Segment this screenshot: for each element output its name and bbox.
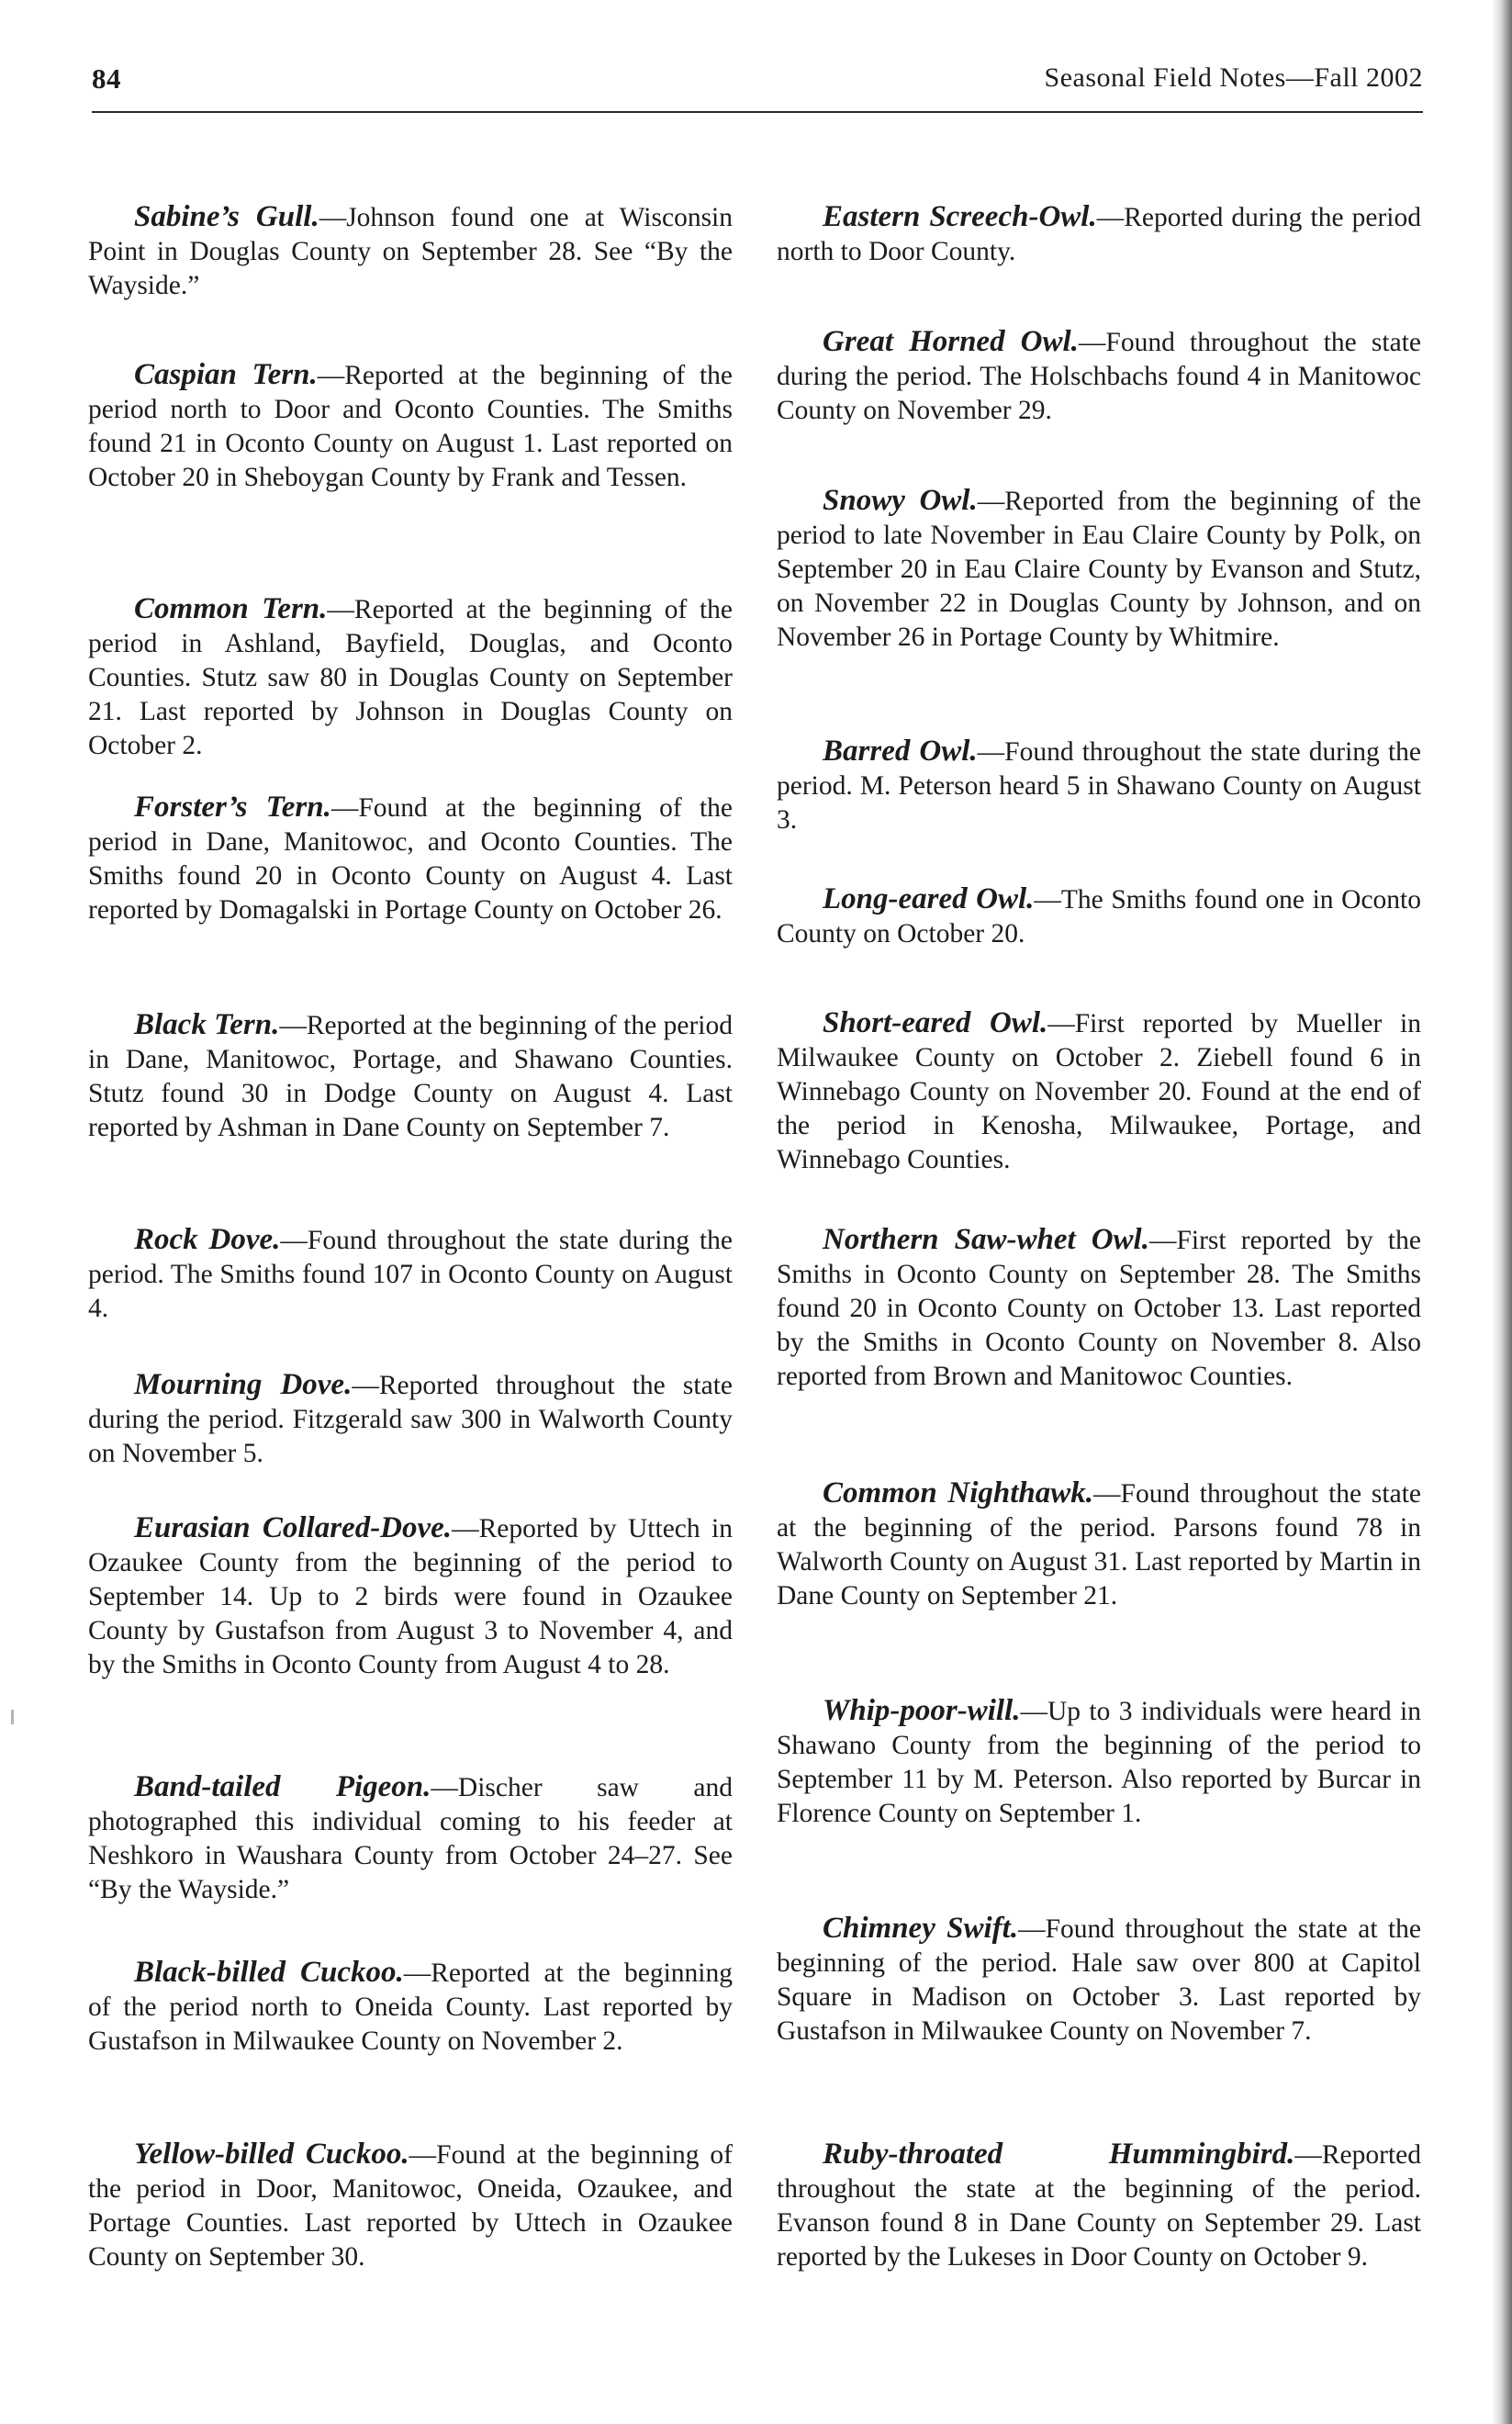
species-entry-barred-owl [777, 735, 1421, 837]
species-name: Ruby-throated Hummingbird. [823, 2138, 1295, 2171]
species-entry-yellow-billed-cuckoo [88, 2138, 733, 2274]
species-entry-great-horned-owl [777, 325, 1421, 428]
species-entry-common-nighthawk [777, 1476, 1421, 1613]
species-account: —Reported at the beginning of the period north to Door and Oconto Counties. The Smiths found 21 in Oconto County on August 1. Last reported on October 20 in Sheboygan County by Frank and Tessen. [88, 361, 733, 492]
species-name: Long-eared Owl. [823, 882, 1035, 915]
species-entry-long-eared-owl [777, 882, 1421, 951]
species-name: Great Horned Owl. [823, 325, 1079, 358]
species-account: —Reported at the beginning of the period in Dane, Manitowoc, Portage, and Shawano Counties. Stutz found 30 in Dodge County on August 4. Last reported by Ashman in Dane County on September 7. [88, 1011, 733, 1142]
scan-speck [11, 1710, 14, 1724]
species-name: Whip-poor-will. [823, 1694, 1021, 1727]
species-entry-short-eared-owl [777, 1006, 1421, 1177]
species-entry-black-billed-cuckoo [88, 1956, 733, 2059]
species-name: Short-eared Owl. [823, 1006, 1048, 1039]
running-head [92, 62, 1423, 108]
species-entry-eurasian-collared-dove [88, 1511, 733, 1682]
species-account: —First reported by the Smiths in Oconto County on September 28. The Smiths found 20 in Oconto County on October 13. Last reported by the Smiths in Oconto County on November 8. Also reported from Brown and Manitowoc Counties. [777, 1226, 1421, 1391]
journal-title: Seasonal Field Notes—Fall 2002 [1044, 62, 1423, 93]
species-account: —Discher saw and photographed this individual coming to his feeder at Neshkoro in Waushara County from October 24–27. See “By the Wayside.” [88, 1773, 733, 1904]
species-entry-whip-poor-will [777, 1694, 1421, 1831]
species-entry-mourning-dove [88, 1368, 733, 1471]
species-name: Rock Dove. [134, 1223, 281, 1256]
species-name: Band-tailed Pigeon. [134, 1770, 431, 1803]
species-name: Yellow-billed Cuckoo. [134, 2138, 409, 2171]
species-name: Common Nighthawk. [823, 1476, 1094, 1509]
species-entry-sabines-gull [88, 200, 733, 303]
species-name: Common Tern. [134, 592, 328, 625]
species-account: —Found throughout the state at the beginning of the period. Parsons found 78 in Walworth County on August 31. Last reported by Martin in Dane County on September 21. [777, 1479, 1421, 1610]
species-name: Caspian Tern. [134, 358, 318, 391]
header-rule [92, 111, 1423, 113]
species-name: Chimney Swift. [823, 1912, 1019, 1945]
species-name: Barred Owl. [823, 735, 978, 768]
species-entry-northern-saw-whet-owl [777, 1223, 1421, 1394]
species-name: Forster’s Tern. [134, 791, 331, 824]
species-name: Black-billed Cuckoo. [134, 1956, 404, 1989]
species-name: Sabine’s Gull. [134, 200, 319, 233]
species-entry-caspian-tern [88, 358, 733, 495]
species-name: Black Tern. [134, 1008, 280, 1041]
species-name: Mourning Dove. [134, 1368, 353, 1401]
page-edge-shadow [1492, 0, 1512, 2424]
species-account: —Found throughout the state during the period. The Smiths found 107 in Oconto County on August 4. [88, 1226, 733, 1323]
species-name: Eastern Screech-Owl. [823, 200, 1097, 233]
species-account: —Up to 3 individuals were heard in Shawano County from the beginning of the period to September 11 by M. Peterson. Also reported by Burcar in Florence County on September 1. [777, 1697, 1421, 1828]
species-account: —Reported by Uttech in Ozaukee County from the beginning of the period to September 14. Up to 2 birds were found in Ozaukee County by Gustafson from August 3 to November 4, and by the Smiths in Oconto County from August 4 to 28. [88, 1514, 733, 1679]
species-account: —The Smiths found one in Oconto County on October 20. [777, 885, 1421, 948]
species-account: —Reported at the beginning of the period in Ashland, Bayfield, Douglas, and Oconto Counties. Stutz saw 80 in Douglas County on September 21. Last reported by Johnson in Douglas County on October 2. [88, 595, 734, 760]
species-entry-snowy-owl [777, 484, 1421, 655]
species-account: —Found at the beginning of the period in Dane, Manitowoc, and Oconto Counties. The Smiths found 20 in Oconto County on August 4. Last reported by Domagalski in Portage County on October 26. [88, 793, 733, 925]
species-entry-rock-dove [88, 1223, 733, 1326]
species-account: —Found at the beginning of the period in Door, Manitowoc, Oneida, Ozaukee, and Portage Counties. Last reported by Uttech in Ozaukee County on September 30. [88, 2140, 734, 2272]
species-entry-ruby-throated-hummingbird [777, 2138, 1421, 2274]
page-number: 84 [92, 62, 121, 95]
species-account: —Reported from the beginning of the period to late November in Eau Claire County by Polk, on September 20 in Eau Claire County by Evanson and Stutz, on November 22 in Douglas County by Johnson, and on November 26 in Portage County by Whitmire. [777, 487, 1421, 652]
species-entry-forsters-tern [88, 791, 733, 927]
species-account: —First reported by Mueller in Milwaukee County on October 2. Ziebell found 6 in Winnebago County on November 20. Found at the end of the period in Kenosha, Milwaukee, Portage, and Winnebago Counties. [777, 1009, 1421, 1174]
species-entry-black-tern [88, 1008, 733, 1145]
species-name: Northern Saw-whet Owl. [823, 1223, 1149, 1256]
species-account: —Reported throughout the state during the period. Fitzgerald saw 300 in Walworth County on November 5. [88, 1371, 733, 1468]
species-entry-chimney-swift [777, 1912, 1421, 2048]
species-entry-common-tern [88, 592, 733, 763]
species-entry-band-tailed-pigeon [88, 1770, 733, 1907]
species-account: —Found throughout the state during the period. The Holschbachs found 4 in Manitowoc County on November 29. [777, 328, 1421, 425]
species-account: —Johnson found one at Wisconsin Point in Douglas County on September 28. See “By the Wayside.” [88, 203, 733, 300]
species-entry-eastern-screech-owl [777, 200, 1421, 269]
species-account: —Found throughout the state at the beginning of the period. Hale saw over 800 at Capitol Square in Madison on October 3. Last reported by Gustafson in Milwaukee County on November 7. [777, 1914, 1421, 2046]
species-name: Snowy Owl. [823, 484, 978, 517]
species-account: —Reported at the beginning of the period north to Oneida County. Last reported by Gustafson in Milwaukee County on November 2. [88, 1958, 733, 2056]
species-account: —Found throughout the state during the period. M. Peterson heard 5 in Shawano County on August 3. [777, 737, 1422, 835]
species-account: —Reported during the period north to Door County. [777, 203, 1421, 266]
species-name: Eurasian Collared-Dove. [134, 1511, 453, 1544]
species-account: —Reported throughout the state at the beginning of the period. Evanson found 8 in Dane County on September 29. Last reported by the Lukeses in Door County on October 9. [777, 2140, 1421, 2272]
